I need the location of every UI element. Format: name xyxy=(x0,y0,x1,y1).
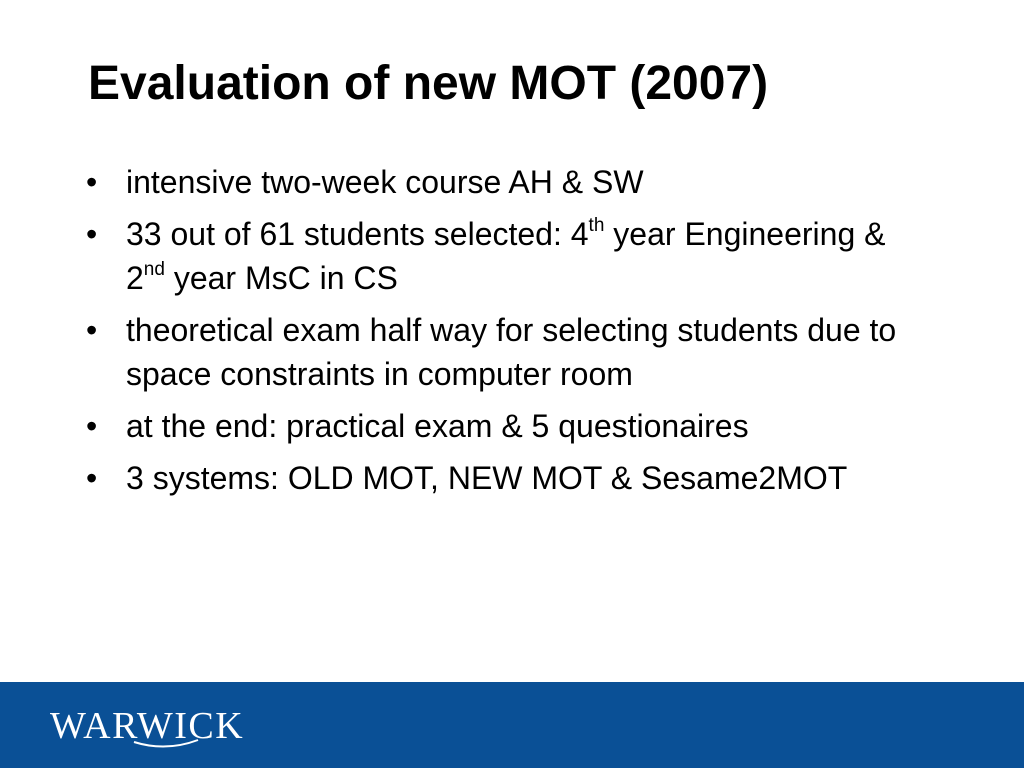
bullet-list xyxy=(86,160,916,508)
bullet-text: theoretical exam half way for selecting students due to space constraints in computer room xyxy=(126,312,897,392)
bullet-dot: • xyxy=(86,312,98,348)
bullet-dot: • xyxy=(86,408,98,444)
bullet-text: intensive two-week course AH & SW xyxy=(126,164,644,200)
warwick-logo xyxy=(48,702,288,752)
bullet-text-part: year Engineering & 2 xyxy=(126,216,886,296)
bullet-item xyxy=(86,308,916,396)
bullet-text xyxy=(126,216,885,296)
bullet-text: at the end: practical exam & 5 questionaires xyxy=(126,408,749,444)
bullet-text-part: 33 out of 61 students selected: 4 xyxy=(126,216,589,252)
bullet-text-part: year MsC in CS xyxy=(164,260,398,296)
bullet-item xyxy=(86,160,916,204)
superscript: th xyxy=(588,215,605,237)
bullet-text: 3 systems: OLD MOT, NEW MOT & Sesame2MOT xyxy=(126,460,848,496)
slide-title: Evaluation of new MOT (2007) xyxy=(88,57,769,110)
warwick-logo-text: WARWICK xyxy=(50,705,245,747)
bullet-dot: • xyxy=(86,164,98,200)
bullet-dot: • xyxy=(86,216,98,252)
bullet-dot: • xyxy=(86,460,98,496)
footer-bar xyxy=(0,682,1024,768)
bullet-item xyxy=(86,456,916,500)
bullet-item xyxy=(86,404,916,448)
superscript: nd xyxy=(143,259,165,281)
bullet-item xyxy=(86,212,916,300)
